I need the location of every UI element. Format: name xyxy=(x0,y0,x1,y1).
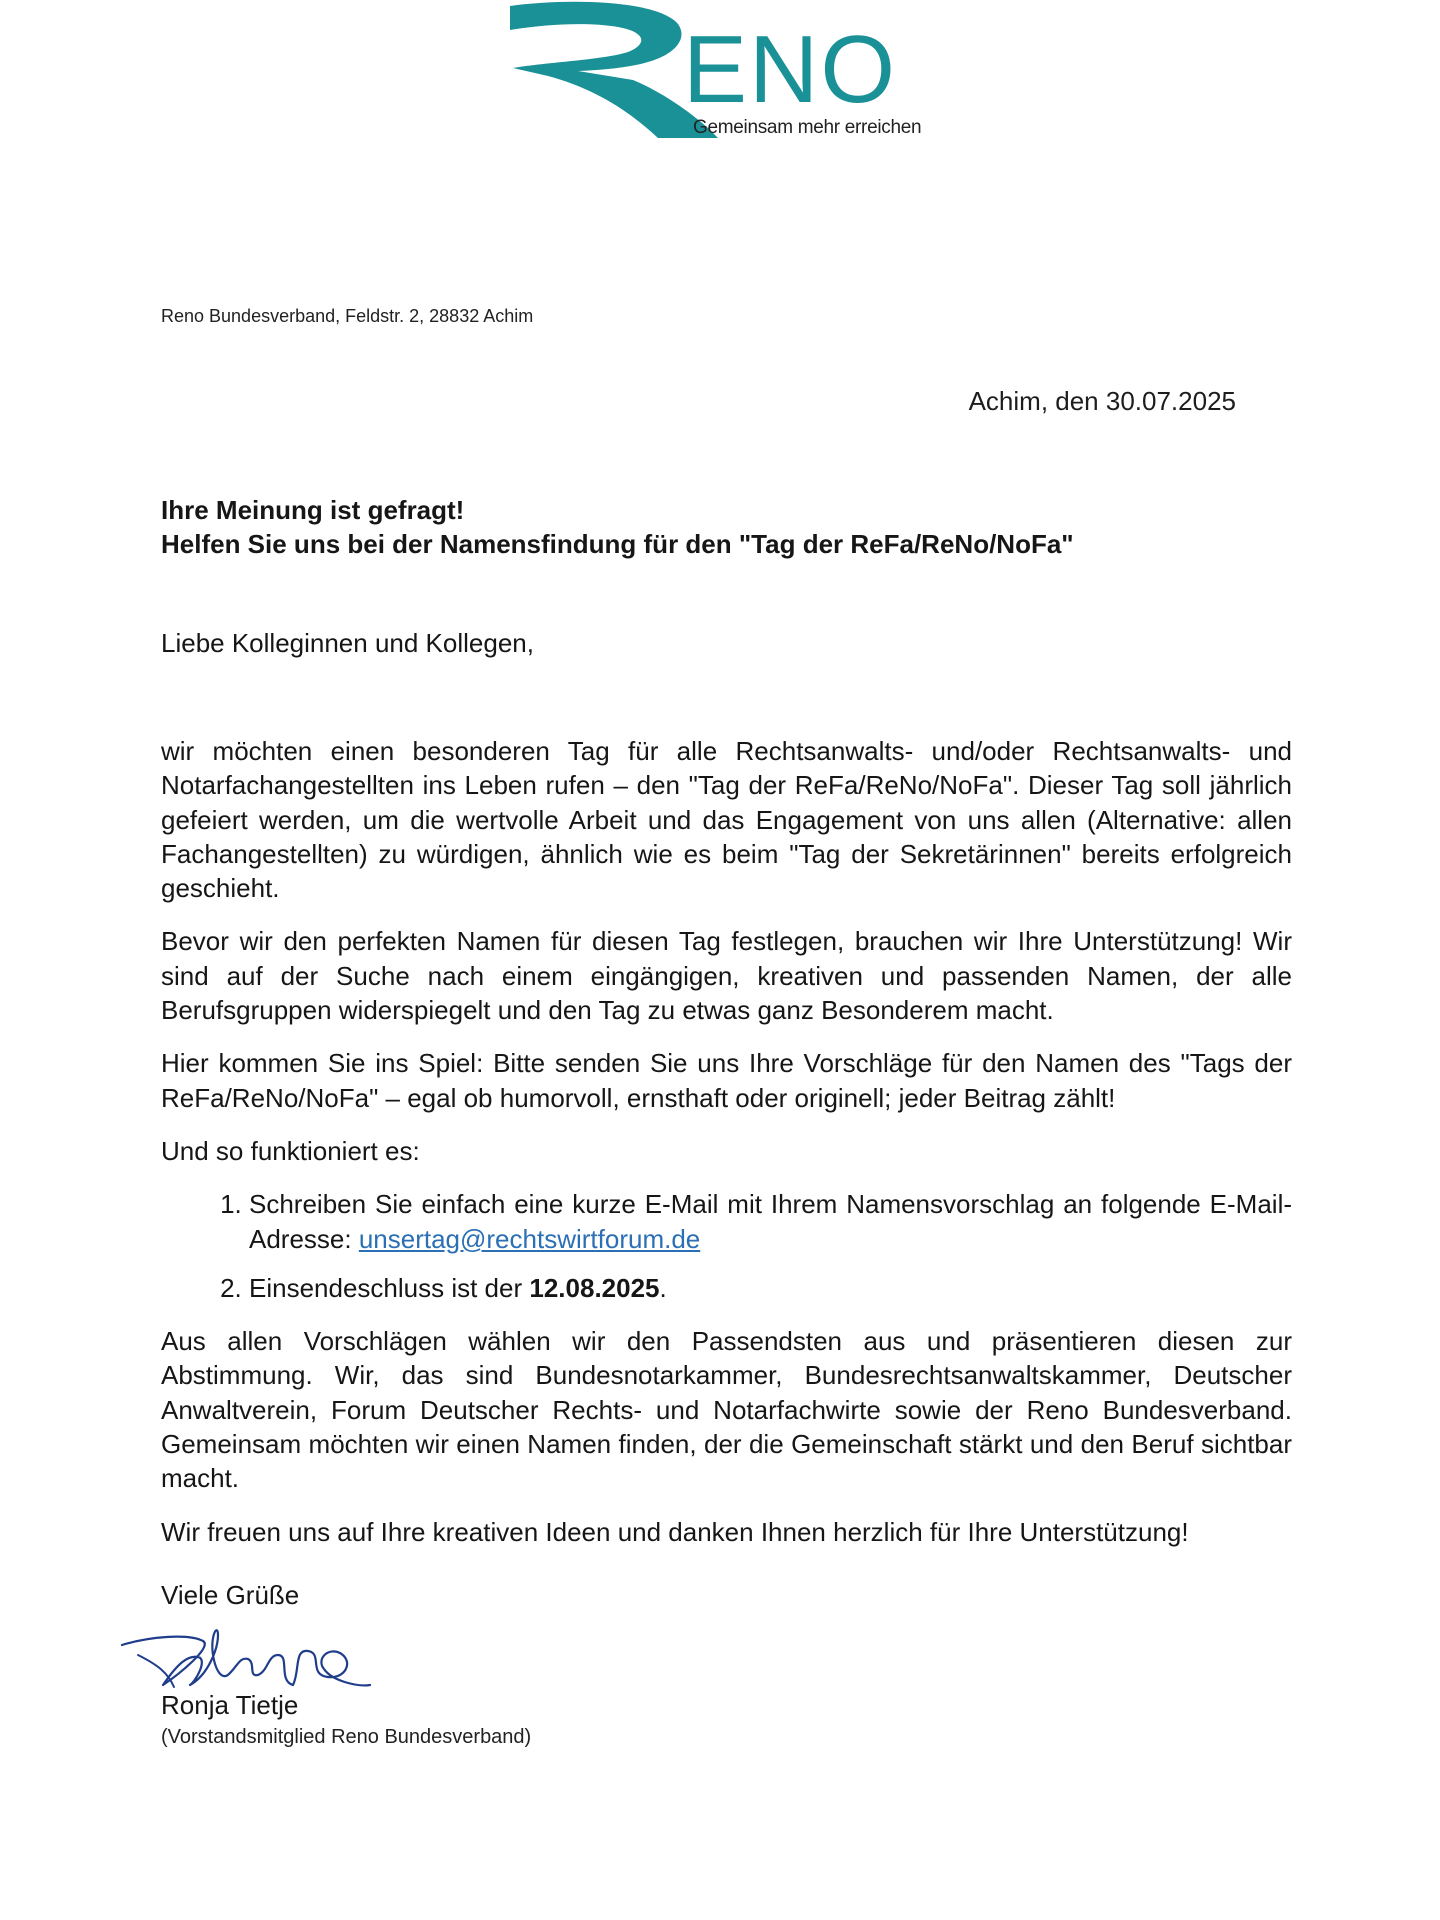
deadline-date: 12.08.2025 xyxy=(529,1272,660,1303)
letter-date: Achim, den 30.07.2025 xyxy=(968,386,1236,416)
closing-greeting: Viele Grüße xyxy=(161,1580,300,1610)
reno-logo xyxy=(508,0,948,145)
paragraph-thanks: Wir freuen uns auf Ihre kreativen Ideen und danken Ihnen herzlich für Ihre Unterstützung! xyxy=(161,1516,1189,1547)
signer-name: Ronja Tietje xyxy=(161,1690,299,1720)
list-item xyxy=(249,1271,1292,1305)
salutation: Liebe Kolleginnen und Kollegen, xyxy=(161,628,534,658)
paragraph-selection: Aus allen Vorschlägen wählen wir den Passendsten aus und präsentieren diesen zur Abstimmung. Wir, das sind Bundesnotarkammer, Bundesrechtsanwaltskammer, Deutscher Anwaltverein, Forum Deutscher Rechts- und Notarfachwirte sowie der Reno Bundesverband. Gemeinsam möchten wir einen Namen finden, der die Gemeinschaft stärkt und den Beruf sichtbar macht. xyxy=(161,1326,1292,1494)
signer-role: (Vorstandsmitglied Reno Bundesverband) xyxy=(161,1726,532,1748)
subject-line-2: Helfen Sie uns bei der Namensfindung für den "Tag der ReFa/ReNo/NoFa" xyxy=(161,529,1074,559)
email-link[interactable]: unsertag@rechtswirtforum.de xyxy=(358,1223,701,1254)
step-1-text: Schreiben Sie einfach eine kurze E-Mail mit Ihrem Namensvorschlag an folgende E-Mail-Adresse: xyxy=(249,1189,1292,1254)
list-item xyxy=(249,1187,1292,1256)
step-2-text: Einsendeschluss ist der xyxy=(249,1272,530,1303)
paragraph-how-it-works: Und so funktioniert es: xyxy=(161,1135,420,1166)
logo-wordmark: ENO xyxy=(683,16,898,123)
step-2-end: . xyxy=(659,1272,667,1303)
logo-tagline: Gemeinsam mehr erreichen xyxy=(693,117,922,138)
sender-address-line: Reno Bundesverband, Feldstr. 2, 28832 Achim xyxy=(161,306,534,326)
paragraph-call-to-action: Hier kommen Sie ins Spiel: Bitte senden Sie uns Ihre Vorschläge für den Namen des "Tags der ReFa/ReNo/NoFa" – egal ob humorvoll, ernsthaft oder originell; jeder Beitrag zählt! xyxy=(161,1048,1292,1113)
subject-line-1: Ihre Meinung ist gefragt! xyxy=(161,495,465,525)
letter-body xyxy=(161,734,1292,1568)
paragraph-intro: wir möchten einen besonderen Tag für alle Rechtsanwalts- und/oder Rechtsanwalts- und Notarfachangestellten ins Leben rufen – den "Tag der ReFa/ReNo/NoFa". Dieser Tag soll jährlich gefeiert werden, um die wertvolle Arbeit und das Engagement von uns allen (Alternative: allen Fachangestellten) zu würdigen, ähnlich wie es beim "Tag der Sekretärinnen" bereits erfolgreich geschieht. xyxy=(161,736,1292,904)
paragraph-support: Bevor wir den perfekten Namen für diesen Tag festlegen, brauchen wir Ihre Unterstützung! Wir sind auf der Suche nach einem eingängigen, kreativen und passenden Namen, der alle Berufsgruppen widerspiegelt und den Tag zu etwas ganz Besonderem macht. xyxy=(161,926,1292,1026)
steps-list xyxy=(161,1187,1292,1305)
letter-subject xyxy=(161,493,1291,561)
